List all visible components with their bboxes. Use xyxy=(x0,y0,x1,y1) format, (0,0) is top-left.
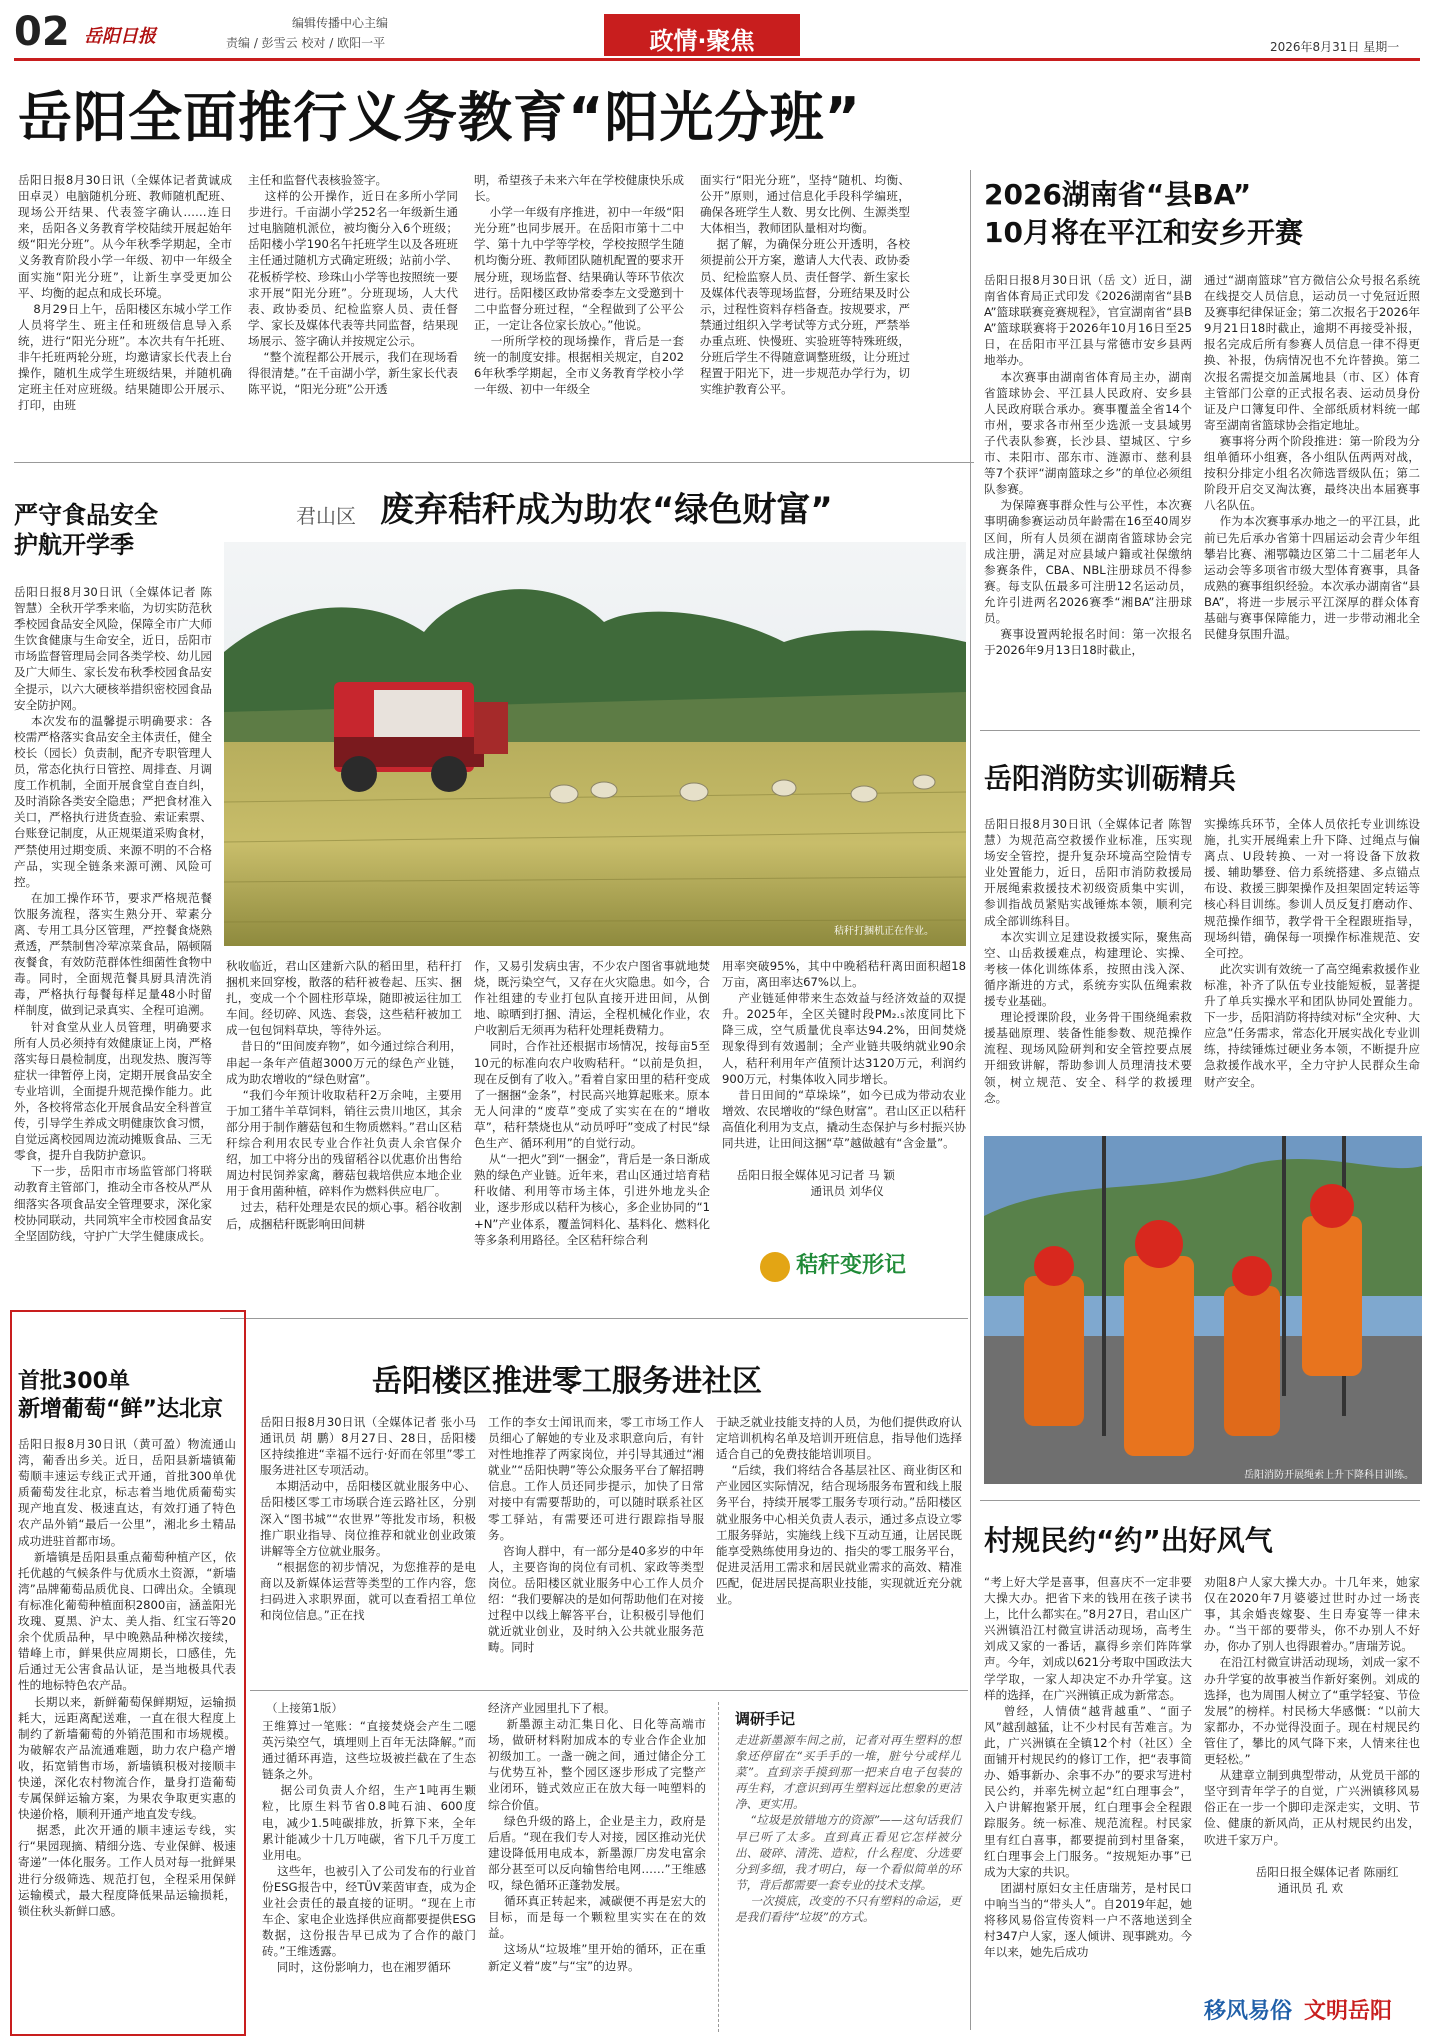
hoops-col-2: 通过“湖南篮球”官方微信公众号报名系统在线提交人员信息，运动员一寸免冠近照及赛事纪律保证金；第二次报名于2026年9月21日18时截止，逾期不再接受补报，报名完成后所有参赛人员信息一律不得更换、补报，伪病情况也不允许替换。第二次报名需提交加盖属地县（市、区）体育主管部门公章的正式报名表、运动员身份证及户口簿复印件、全部纸质材料统一邮寄至湖南省篮球协会指定地址。 赛事将分两个阶段推进：第一阶段为分组单循环小组赛，各小组队伍两两对战，按积分排定小组名次筛选晋级队伍；第二阶段开启交叉淘汰赛，最终决出本届赛事八名队伍。 作为本次赛事承办地之一的平江县，此前已先后承办省第十四届运动会青少年组攀岩比赛、湘鄂赣边区第二十二届老年人运动会等多项省市级大型体育赛事，具备成熟的赛事组织经验。本次承办湖南省“县BA”，将进一步展示平江深厚的群众体育基础与赛事保障能力，进一步带动湘北全民健身氛围升温。 xyxy=(1204,273,1420,642)
straw-col-1: 秋收临近，君山区建新六队的稻田里，秸秆打捆机来回穿梭，散落的秸秆被卷起、压实、捆扎，变成一个个圆柱形草垛，随即被运往加工车间。经切碎、风选、套袋，这些秸秆被加工成一包包饲料草块，等待外运。 昔日的“田间废弃物”，如今通过综合利用，串起一条年产值超3000万元的绿色产业链，成为助农增收的“绿色财富”。 “我们今年预计收取秸秆2万余吨，主要用于加工猪牛羊草饲料，销往云贵川地区，其余部分用于制作蘑菇包和生物质燃料。”君山区秸秆综合利用农民专业合作社负责人余官保介绍，加工中将分出的残留稻谷以优惠价出售给周边村民饲养家禽，蘑菇包栽培供应本地企业用于食用菌种植，碎料作为燃料供应电厂。 过去，秸秆处理是农民的烦心事。稻谷收割后，成捆秸秆既影响田间耕 xyxy=(226,959,462,1231)
masthead xyxy=(0,0,1434,60)
paper-logo: 岳阳日报 xyxy=(84,26,156,47)
jobs-headline: 岳阳楼区推进零工服务进社区 xyxy=(372,1364,762,1399)
straw-col-3: 用率突破95%，其中中晚稻秸秆离田面积超18万亩，离田率达67%以上。 产业链延伸带来生态效益与经济效益的双提升。2025年，全区关键时段PM₂.₅浓度同比下降三成，空气质量优良率达94.2%，田间焚烧现象得到有效遏制；全产业链共吸纳就业90余人，秸秆利用年产值预计达3120万元，利润约900万元，村集体收入同步增长。 昔日田间的“草垛垛”，如今已成为带动农业增效、农民增收的“绿色财富”。君山区正以秸秆高值化利用为支点，撬动生态保护与乡村振兴协同共进，让田间这捆“草”越做越有“含金量”。 岳阳日报全媒体见习记者 马 颖 通讯员 刘华仪 xyxy=(722,959,966,1199)
editor-credits: 责编 / 彭雪云 校对 / 欧阳一平 xyxy=(226,36,386,50)
slogan-right: 文明岳阳 xyxy=(1304,1998,1393,2024)
page-number: 02 xyxy=(14,9,70,55)
slogan-left: 移风易俗 xyxy=(1204,1998,1293,2024)
editor-center: 编辑传播中心主编 xyxy=(292,16,389,30)
straw-photo-caption: 秸秆打捆机正在作业。 xyxy=(834,926,934,937)
continued-label: （上接第1版） xyxy=(266,1701,343,1715)
lead-headline: 岳阳全面推行义务教育“阳光分班” xyxy=(18,86,861,149)
section-title: 政情·聚焦 xyxy=(649,27,755,55)
straw-col-2: 作，又易引发病虫害，不少农户图省事就地焚烧，既污染空气，又存在火灾隐患。如今，合作社组建的专业打包队直接开进田间，从倒地、晾晒到打捆、清运，全程机械化作业，农户收割后无须再为秸秆处理耗费精力。 同时，合作社还根据市场情况，按每亩5至10元的标准向农户收购秸秆。“以前是负担，现在反倒有了收入。”看着自家田里的秸秆变成了一捆捆“金条”，村民高兴地算起账来。原本无人问津的“废草”变成了实实在在的“增收草”，秸秆禁烧也从“动员呼吁”变成了村民“绿色生产、循环利用”的自觉行动。 从“一把火”到“一捆金”，背后是一条日渐成熟的绿色产业链。近年来，君山区通过培育秸秆收储、利用等市场主体，引进外地龙头企业，逐步形成以秸秆为核心，多企业协同的“1+N”产业体系，覆盖饲料化、基料化、燃料化等多条利用路径。全区秸秆综合利 xyxy=(474,959,710,1247)
straw-logo xyxy=(760,1232,940,1292)
lead-col-1: 岳阳日报8月30日讯（全媒体记者黄诚成 田卓灵）电脑随机分班、教师随机配班、现场公开结果、代表签字确认……连日来，岳阳各义务教育学校陆续开展起始年级“阳光分班”。从今年秋季学期起，全市义务教育阶段小学一年级、初中一年级全面实施“阳光分班”，让新生享受更加公平、均衡的起点和成长环境。 8月29日上午，岳阳楼区东城小学工作人员将学生、班主任和班级信息导入系统，进行“阳光分班”。本次共有午托班、非午托班两轮分班，均邀请家长代表上台操作，随机生成学生班级结果，并随机确定班主任对应班级。结果随即公开展示、打印，由班 xyxy=(18,173,232,413)
village-col-2: 劝阻8户人家大操大办。十几年来，她家仅在2020年7月婆婆过世时办过一场丧事，其余婚丧嫁娶、生日寿宴等一律未办。“当干部的要带头，你不办别人不好办，你办了别人也得跟着办。”唐瑞芳说。 在沿江村微宣讲活动现场，刘成一家不办升学宴的故事被当作新好案例。刘成的选择，也为周围人树立了“重学轻宴、节俭发展”的榜样。村民杨大华感慨：“以前大家都办，不办觉得没面子。现在村规民约管住了，攀比的风气降下来，人情来往也更轻松。” 从建章立制到典型带动，从党员干部的坚守到青年学子的自觉，广兴洲镇移风易俗正在一步一个脚印走深走实，文明、节俭、健康的新风尚，正从村规民约出发，吹进千家万户。 岳阳日报全媒体记者 陈丽红 通讯员 孔 欢 xyxy=(1204,1575,1420,1895)
issue-date: 2026年8月31日 星期一 xyxy=(1270,40,1400,54)
masthead-rule xyxy=(14,58,1420,61)
rule-hoops-bottom xyxy=(980,730,1420,731)
rule-right-column xyxy=(970,170,971,2030)
essay-body: 走进新墨源车间之前，记者对再生塑料的想象还停留在“买手手的一堆，脏兮兮或样儿菜”。直到亲手摸到那一把来自电子包装的再生料，才意识到再生塑料远比想象的更洁净、更实用。 “垃圾是放错地方的资源”——这句话我们早已听了太多。直到真正看见它怎样被分出、破碎、清洗、造粒，什么程度、分选要分到多细，我才明白，每一个看似简单的环节，背后都需要一套专业的技术支撑。 一次摸底，改变的不只有塑料的命运，更是我们看待“垃圾”的方式。 xyxy=(735,1733,961,1925)
rule-straw-bottom xyxy=(220,1318,968,1319)
hoops-col-1: 岳阳日报8月30日讯（岳 文）近日，湖南省体育局正式印发《2026湖南省“县BA”篮球联赛竞赛规程》，官宣湖南省“县BA”篮球联赛将于2026年10月16日至25日，在岳阳市平江县与常德市安乡县两地举办。 本次赛事由湖南省体育局主办，湖南省篮球协会、平江县人民政府、安乡县人民政府联合承办。赛事覆盖全省14个市州，要求各市州至少选派一支县域男子代表队参赛，长沙县、望城区、宁乡市、耒阳市、邵东市、涟源市、慈利县等7个获评“湖南篮球之乡”的单位必须组队参赛。 为保障赛事群众性与公平性，本次赛事明确参赛运动员年龄需在16至40周岁区间，所有人员须在湖南省篮球协会完成注册，满足对应县域户籍或社保缴纳参赛条件，CBA、NBL注册球员不得参赛。每支队伍最多可注册12名运动员，允许引进两名2026赛季“湘BA”注册球员。 赛事设置两轮报名时间：第一次报名于2026年9月13日18时截止， xyxy=(984,273,1192,658)
straw-headline: 废弃秸秆成为助农“绿色财富” xyxy=(380,490,833,530)
village-col-1: “考上好大学是喜事，但喜庆不一定非要大操大办。把省下来的钱用在孩子读书上，比什么都实在。”8月27日，君山区广兴洲镇沿江村微宣讲活动现场，高考生刘成又家的一番话，赢得乡亲们阵阵掌声。今年，刘成以621分考取中国政法大学学取，一家人却决定不办升学宴。这样的选择，在广兴洲镇正成为新常态。 曾经，人情债“越背越重”、“面子风”越刮越猛，让不少村民有苦难言。为此，广兴洲镇在全镇12个村（社区）全面铺开村规民约的修订工作，把“表事简办、婚事新办、余事不办”的要求写进村民公约，并率先树立起“红白理事会”，入户讲解抱紧开展，红白理事会全程跟踪服务。统一标准、规范流程。村民家里有红白喜事，都要提前到村里备案，红白理事会上门服务。“按规矩办事”已成为大家的共识。 团湖村原妇女主任唐瑞芳，是村民口中响当当的“带头人”。自2019年起，她将移风易俗宣传资料一户不落地送到全村347户人家，逐人倾讲、现事跳劝。今年以来，她先后成功 xyxy=(984,1575,1192,1960)
fire-col-2: 实操练兵环节，全体人员依托专业训练设施，扎实开展绳索上升下降、过绳点与偏离点、U段转换、一对一将设备下放救援、辅助攀登、倍力系统搭建、多点锚点布设、救援三脚架操作及担架固定转运等核心科目训练。参训人员反复打磨动作、规范操作细节，教学骨干全程跟班指导，现场纠错，确保每一项操作标准规范、安全可控。 此次实训有效统一了高空绳索救援作业标准，补齐了队伍专业技能短板，显著提升了单兵实操水平和团队协同处置能力。下一步，岳阳消防将持续对标“全灾种、大应急”任务需求，常态化开展实战化专业训练，持续锤炼过硬业务本领，不断提升应急救援作战水平，全力守护人民群众生命财产安全。 xyxy=(1204,817,1420,1089)
grapes-headline: 首批300单 新增葡萄“鲜”达北京 xyxy=(18,1369,223,1422)
jobs-col-3: 于缺乏就业技能支持的人员，为他们提供政府认定培训机构名单及培训开班信息，指导他们选择适合自己的免费技能培训项目。 “后续，我们将结合各基层社区、商业街区和产业园区实际情况，结合现场服务布置和线上服务平台，持续开展零工服务专项行动。”岳阳楼区就业服务中心相关负责人表示，通过多点设立零工服务驿站，实施线上线下互动互通，让居民既能享受熟练使用身边的、指尖的零工服务平台，促进灵活用工需求和居民就业需求的高效、精准匹配，促进居民提高职业技能，实现就近充分就业。 xyxy=(716,1415,962,1607)
fire-col-1: 岳阳日报8月30日讯（全媒体记者 陈智慧）为规范高空救援作业标准，压实现场安全管控，提升复杂环境高空险情专业处置能力，近日，岳阳市消防救援局开展绳索救援技术初级资质集中实训，参训指战员紧贴实战锤炼本领，顺利完成全部训练科目。 本次实训立足建设救援实际，聚焦高空、山岳救援难点，构建理论、实操、考核一体化训练体系，按照由浅入深、循序渐进的方式，系统夯实队伍绳索救援专业基础。 理论授课阶段，业务骨干围绕绳索救援基础原理、装备性能参数、规范操作流程、现场风险研判和安全管控要点展开细致讲解，帮助参训人员理清技术要领，树立规范、安全、科学的救援理念。 xyxy=(984,817,1192,1105)
straw-photo-art xyxy=(224,542,966,946)
essay-box xyxy=(718,1702,967,2032)
jobs-col-1: 岳阳日报8月30日讯（全媒体记者 张小马 通讯员 胡 鹏）8月27日、28日，岳阳楼区持续推进“幸福不远行·好而在邻里”零工服务进社区专项活动。 本期活动中，岳阳楼区就业服务中心、岳阳楼区零工市场联合连云路社区，分别深入“图书城”“农世界”等批发市场，积极推广职业指导、岗位推荐和就业创业政策讲解等全方位就业服务。 “根据您的初步情况，为您推荐的是电商以及新媒体运营等类型的工作内容，您扫码进入求职界面，就可以查看招工单位和岗位信息。”正在找 xyxy=(260,1415,476,1623)
lead-col-2: 主任和监督代表核验签字。 这样的公开操作，近日在多所小学同步进行。千亩湖小学252名一年级新生通过电脑随机派位，被均衡分入6个班级；岳阳楼小学190名午托班学生以及各班班主任通过随机方式确定班级；站前小学、花板桥学校、珍珠山小学等也按照统一要求开展“阳光分班”。分班现场，人大代表、政协委员、纪检监察人员、责任督学、家长及媒体代表等共同监督，结果现场展示、签字确认并按规定公示。 “整个流程都公开展示，我们在现场看得很清楚。”在千亩湖小学，新生家长代表陈平说，“阳光分班”公开透 xyxy=(248,173,458,397)
fire-photo xyxy=(984,1136,1422,1484)
bottom-col-1: 王维算过一笔账：“直接焚烧会产生二噁英污染空气，填埋则上百年无法降解。”而通过循环再造，这些垃圾被拦截在了生态链条之外。 据公司负责人介绍，生产1吨再生颗粒，比原生料节省0.8吨石油、600度电，减少1.5吨碳排放，折算下来，全年累计能减少十几万吨碳，省下几千万度工业用电。 这些年，也被引入了公司发布的行业首份ESG报告中，经TÜV莱茵审查，成为企业社会责任的最直接的证明。“现在上市车企、家电企业选择供应商都要提供ESG数据，这份报告早已成为了合作的敲门砖。”王维透露。 同时，这份影响力，也在湘罗循环 xyxy=(262,1719,476,1975)
essay-title: 调研手记 xyxy=(735,1710,796,1728)
rule-jobs-bottom xyxy=(250,1690,968,1691)
straw-badge: 君山区 xyxy=(296,504,356,528)
section-banner xyxy=(604,14,800,56)
rule-fire-bottom xyxy=(980,1500,1420,1501)
hoops-headline: 2026湖南省“县BA” 10月将在平江和安乡开赛 xyxy=(984,178,1303,249)
fire-photo-caption: 岳阳消防开展绳索上升下降科目训练。 xyxy=(1244,1470,1414,1481)
rule-lead-bottom xyxy=(14,462,974,463)
straw-logo-text: 秸秆变形记 xyxy=(796,1252,907,1278)
lead-col-4: 面实行“阳光分班”，坚持“随机、均衡、公开”原则，通过信息化手段科学编班，确保各班学生人数、男女比例、生源类型大体相当，教师团队量相对均衡。 据了解，为确保分班公开透明，各校须提前公开方案，邀请人大代表、政协委员、纪检监察人员、责任督学、新生家长及媒体代表等现场监督，分班结果及时公示，过程性资料存档备查。按规要求，严禁通过组织入学考试等方式分班，严禁举办重点班、快慢班、实验班等特殊班级，分班后学生不得随意调整班级，让分班过程置于阳光下，进一步规范办学行为，切实维护教育公平。 xyxy=(700,173,910,397)
food-body: 岳阳日报8月30日讯（全媒体记者 陈智慧）全秋开学季来临，为切实防范秋季校园食品安全风险，保障全市广大师生饮食健康与生命安全，近日，岳阳市市场监督管理局会同各类学校、幼儿园及广大师生、家长发布秋季校园食品安全提示，以六大硬核举措织密校园食品安全防护网。 本次发布的温馨提示明确要求：各校需严格落实食品安全主体责任，健全校长（园长）负责制，配齐专职管理人员，常态化执行日管控、周排查、月调度工作机制，全面开展食堂自查自纠，及时消除各类安全隐患；严把食材准入关口，严格执行进货查验、索证索票、台账登记制度，从正规渠道采购食材，严禁使用过期变质、来源不明的不合格产品，实现全链条来源可溯、风险可控。 在加工操作环节，要求严格规范餐饮服务流程，落实生熟分开、荤素分离、专用工具分区管理，严控餐食烧熟煮透，严禁制售冷荤凉菜食品，隔顿隔夜餐食，有效防范群体性细菌性食物中毒。同时，全面规范餐具厨具清洗消毒，严格执行每餐每样足量48小时留样制度，做到记录真实、全程可追溯。 针对食堂从业人员管理，明确要求所有人员必须持有效健康证上岗，严格落实每日晨检制度，出现发热、腹泻等症状一律暂停上岗，定期开展食品安全专业培训，全面提升规范操作能力。此外，各校将常态化开展食品安全科普宣传，引导学生养成文明健康饮食习惯，自觉远离校园周边流动摊贩食品、三无零食，提升自我防护意识。 下一步，岳阳市市场监管部门将联动教育主管部门，推动全市各校从严从细落实各项食品安全管理要求，深化家校协同联动，共同筑牢全市校园食品安全坚固防线，守护广大学生健康成长。 xyxy=(14,585,212,1243)
jobs-col-2: 工作的李女士闻讯而来，零工市场工作人员细心了解她的专业及求职意向后，有针对性地推荐了两家岗位，并引导其通过“湘就业”“岳阳快聘”等公众服务平台了解招聘信息。工作人员还同步提示，加快了日常对接中有需要帮助的，可以随时联系社区零工驿站，有需要还可进行跟踪指导服务。 咨询人群中，有一部分是40多岁的中年人，主要咨询的岗位有司机、家政等类型岗位。岳阳楼区就业服务中心工作人员介绍：“我们要解决的是如何帮助他们在对接过程中以线上解答平台，让积极引导他们就近就业创业，及时纳入公共就业服务范畴。同时 xyxy=(488,1415,704,1655)
bottom-col-2: 经济产业园里扎下了根。 新墨源主动汇集日化、日化等高端市场，做研材料附加成本的专业合作企业加初级加工。一盏一碗之间，通过储企分工与优势互补，整个园区逐步形成了完整产业闭环，链式效应正在放大每一吨塑料的综合价值。 绿色升级的路上，企业是主力，政府是后盾。“现在我们专人对接，园区推动光伏建设降低用电成本，新墨源厂房发电富余部分甚至可以反向输售给电网……”王维感叹，绿色循环正蓬勃发展。 循环真正转起来，减碳便不再是宏大的目标，而是每一个颗粒里实实在在的效益。 这场从“垃圾堆”里开始的循环，正在重新定义着“废”与“宝”的边界。 xyxy=(488,1701,706,1973)
fire-photo-art xyxy=(984,1136,1422,1484)
straw-logo-coin xyxy=(760,1252,790,1282)
lead-col-3: 明，希望孩子未来六年在学校健康快乐成长。 小学一年级有序推进，初中一年级“阳光分班”也同步展开。在岳阳市第十二中学、第十九中学等学校，学校按照学生随机均衡分班、教师团队随机配置的要求开展分班，现场监督、结果确认等环节依次进行。岳阳楼区政协常委李左文受邀到十二中监督分班过程，“全程做到了公平公正，一定让各位家长放心。”他说。 一所所学校的现场操作，背后是一套统一的制度安排。根据相关规定，自2026年秋季学期起，全市义务教育学校小学一年级、初中一年级全 xyxy=(474,173,684,397)
fire-headline: 岳阳消防实训砺精兵 xyxy=(984,762,1237,795)
food-headline: 严守食品安全 护航开学季 xyxy=(14,501,158,559)
village-slogan xyxy=(1204,1990,1420,2030)
straw-photo xyxy=(224,542,966,946)
grapes-body: 岳阳日报8月30日讯（黄可盈）物流通山湾，葡香出乡关。近日，岳阳县新墙镇葡萄顺丰速运专线正式开通，首批300单优质葡萄发往北京，标志着当地优质葡萄实现产地直发、极速直达，有效打通了特色农产品外销“最后一公里”，湘北乡土精品成功进驻首都市场。 新墙镇是岳阳县重点葡萄种植产区，依托优越的气候条件与优质水土资源，“新墙湾”品牌葡萄品质优良、口碑出众。全镇现有标准化葡萄种植面积2800亩，涵盖阳光玫瑰、夏黑、沪太、美人指、红宝石等20余个优质品种，早中晚熟品种梯次接续，错峰上市，鲜果供应周期长，口感佳，先后通过无公害食品认证，是当地极具代表性的地标特色农产品。 长期以来，新鲜葡萄保鲜期短，运输损耗大，远距离配送难，一直在很大程度上制约了新墙葡萄的外销范围和市场规模。为破解农产品流通难题，助力农户稳产增收，拓宽销售市场，新墙镇积极对接顺丰快递，深化农村物流合作，量身打造葡萄专属保鲜运输方案，为果农争取更实惠的快递价格，顺利开通产地直发专线。 据悉，此次开通的顺丰速运专线，实行“果园现摘、精细分选、专业保鲜、极速寄递”一体化服务。工作人员对每一批鲜果进行分级筛选、规范打包，全程采用保鲜运输模式，最大程度降低果品运输损耗，锁住秋头新鲜口感。 xyxy=(18,1437,236,1918)
village-headline: 村规民约“约”出好风气 xyxy=(984,1524,1273,1557)
